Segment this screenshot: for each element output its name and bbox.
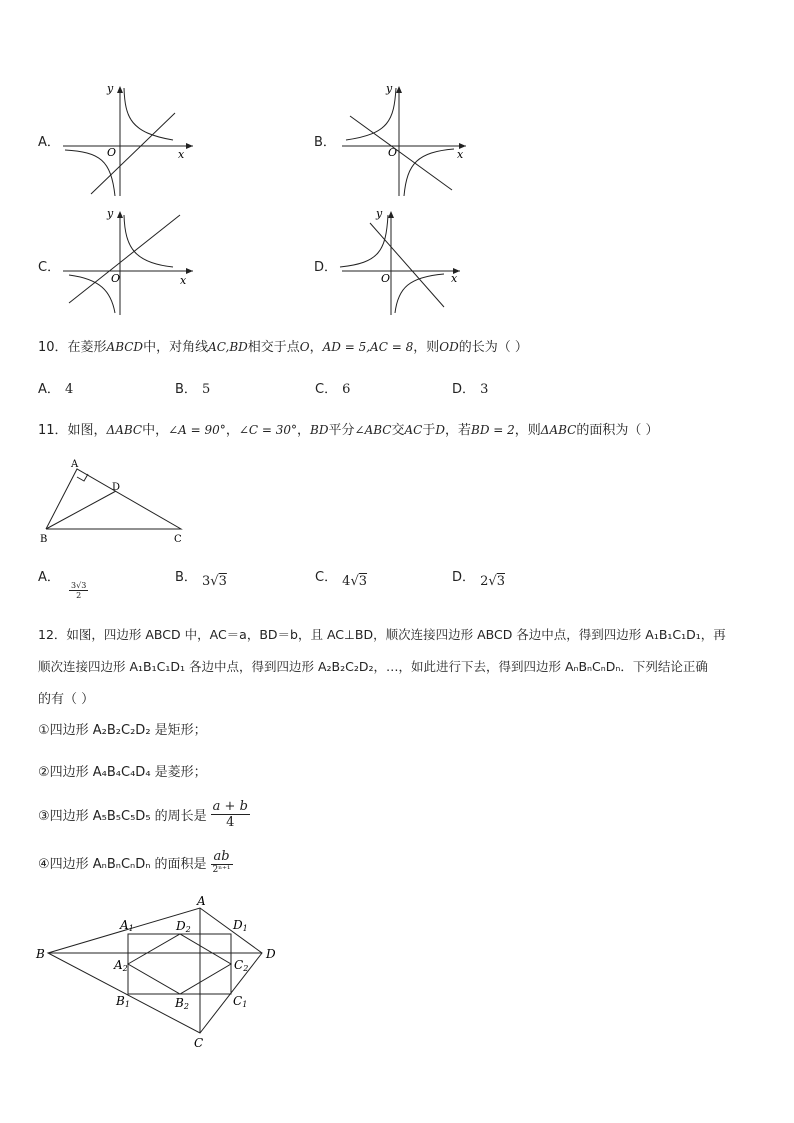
y-axis-label: y [386, 82, 393, 95]
origin-label: O [381, 272, 391, 285]
q11-stem: 11．如图，ΔABC中，∠A = 90°，∠C = 30°，BD平分∠ABC交AC于D，若BD = 2，则ΔABC的面积为（ ） [38, 423, 659, 438]
q11-option-b[interactable]: B． $_{3√3}$ [175, 570, 227, 589]
svg-text:A2: A2 [114, 958, 128, 973]
y-axis-label: y [376, 207, 383, 220]
q11-option-a[interactable]: A． $\frac{3√3}{2}$ [38, 570, 87, 600]
label-b2: B [175, 996, 184, 1010]
svg-text:D1: D1 [233, 918, 248, 933]
vertex-c-label: C [174, 534, 182, 545]
q9-option-d-graph [334, 203, 484, 318]
svg-text:D2: D2 [176, 919, 191, 934]
x-axis-label: x [180, 274, 187, 287]
svg-text:C1: C1 [233, 994, 248, 1009]
q12-quadrilateral-figure [30, 893, 300, 1051]
label-d: D [266, 947, 276, 961]
q11-option-d[interactable]: D． $_{2√3}$ [452, 570, 505, 589]
y-axis-label: y [107, 82, 114, 95]
x-axis-label: x [451, 272, 458, 285]
label-c: C [194, 1036, 204, 1050]
q9-option-a-label[interactable]: A． [38, 135, 60, 150]
label-d1: D [233, 918, 243, 932]
q10-stem: 10．在菱形ABCD中，对角线AC,BD相交于点O，AD = 5,AC = 8，则OD的长为（ ） [38, 340, 528, 355]
label-a1: A [120, 918, 129, 932]
q11-option-c[interactable]: C． $_{4√3}$ [315, 570, 368, 589]
svg-text:A1: A1 [120, 918, 134, 933]
q10-option-d[interactable]: D． 3 [452, 382, 489, 397]
q12-stem-line2: 顺次连接四边形 A₁B₁C₁D₁ 各边中点，得到四边形 A₂B₂C₂D₂，…，如此进行下去，得到四边形 AₙBₙCₙDₙ．下列结论正确 [38, 659, 708, 674]
q12-statement-2: ②四边形 A₄B₄C₄D₄ 是菱形； [38, 765, 207, 780]
vertex-b-label: B [40, 534, 48, 545]
q12-statement-3: ③四边形 A₅B₅C₅D₅ 的周长是 $\frac{a + b}{4}$ [38, 799, 248, 830]
x-axis-label: x [457, 148, 464, 161]
origin-label: O [111, 272, 121, 285]
vertex-a-label: A [71, 459, 79, 470]
label-a2: A [114, 958, 123, 972]
origin-label: O [388, 146, 398, 159]
svg-text:B1: B1 [116, 994, 130, 1009]
q9-option-b-label[interactable]: B． [314, 135, 336, 150]
vertex-d-label: D [112, 482, 121, 493]
q11-triangle-figure [36, 456, 196, 548]
q9-option-c-graph [55, 203, 205, 318]
label-a: A [197, 894, 206, 908]
q9-option-d-label[interactable]: D． [314, 260, 338, 275]
q12-statement-1: ①四边形 A₂B₂C₂D₂ 是矩形； [38, 723, 207, 738]
y-axis-label: y [107, 207, 114, 220]
origin-label: O [107, 146, 117, 159]
q10-option-b[interactable]: B． 5 [175, 382, 211, 397]
svg-text:C2: C2 [234, 958, 249, 973]
q12-statement-4: ④四边形 AₙBₙCₙDₙ 的面积是 $\frac{ab}{\text{2ⁿ⁺¹}}$ [38, 849, 231, 875]
svg-text:B2: B2 [175, 996, 189, 1011]
q10-option-a[interactable]: A． 4 [38, 382, 74, 397]
label-c1: C [233, 994, 243, 1008]
label-b1: B [116, 994, 125, 1008]
q9-option-a-graph [55, 78, 205, 198]
q9-option-b-graph [334, 78, 484, 198]
label-c2: C [234, 958, 244, 972]
q12-stem-line3: 的有（ ） [38, 692, 95, 707]
q9-option-c-label[interactable]: C． [38, 260, 61, 275]
label-b: B [36, 947, 45, 961]
q12-stem-line1: 12．如图，四边形 ABCD 中，AC＝a，BD＝b，且 AC⊥BD，顺次连接四边形 ABCD 各边中点，得到四边形 A₁B₁C₁D₁，再 [38, 627, 726, 642]
x-axis-label: x [178, 148, 185, 161]
q10-option-c[interactable]: C． 6 [315, 382, 351, 397]
label-d2: D [176, 919, 186, 933]
